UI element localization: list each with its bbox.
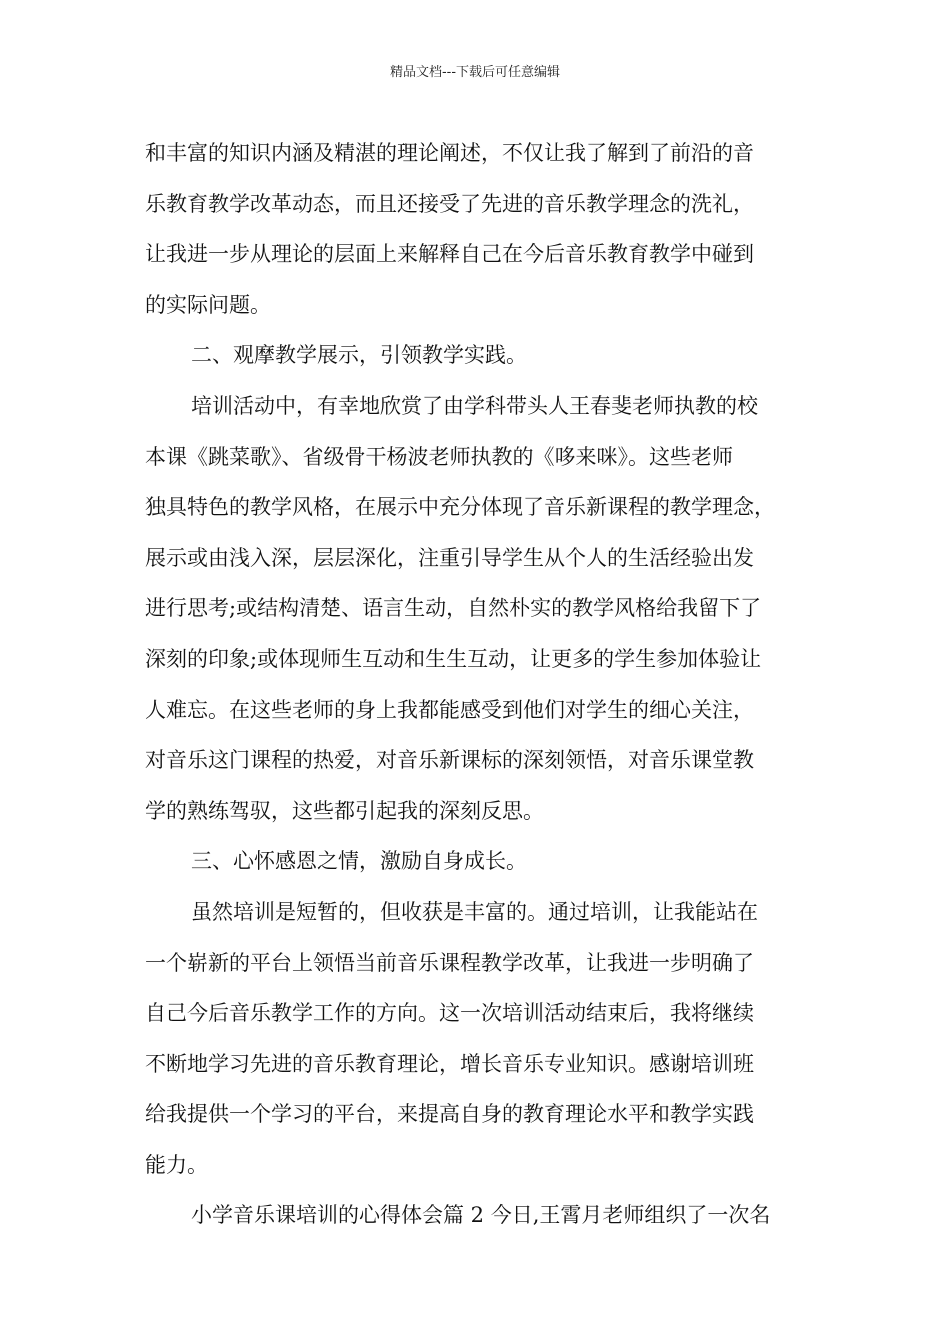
- text-line: 本课《跳菜歌》、省级骨干杨波老师执教的《哆来咪》。这些老师: [145, 444, 733, 469]
- text-line: 二、观摩教学展示，引领教学实践。: [191, 343, 527, 368]
- text-line: 人难忘。在这些老师的身上我都能感受到他们对学生的细心关注，: [145, 697, 754, 722]
- text-line: 进行思考;或结构清楚、语言生动，自然朴实的教学风格给我留下了: [145, 596, 762, 621]
- text-line: 让我进一步从理论的层面上来解释自己在今后音乐教育教学中碰到: [145, 242, 754, 267]
- text-line: 三、心怀感恩之情，激励自身成长。: [191, 849, 527, 874]
- text-line: 培训活动中，有幸地欣赏了由学科带头人王春斐老师执教的校: [191, 393, 758, 418]
- text-line: 对音乐这门课程的热爱，对音乐新课标的深刻领悟，对音乐课堂教: [145, 748, 754, 773]
- text-line: 和丰富的知识内涵及精湛的理论阐述，不仅让我了解到了前沿的音: [145, 141, 754, 165]
- text-line: 能力。: [145, 1152, 208, 1177]
- text-line: 自己今后音乐教学工作的方向。这一次培训活动结束后，我将继续: [145, 1001, 754, 1026]
- text-line: 深刻的印象;或体现师生互动和生生互动，让更多的学生参加体验让: [145, 646, 762, 671]
- text-line: 一个崭新的平台上领悟当前音乐课程教学改革，让我进一步明确了: [145, 950, 754, 975]
- text-line: 学的熟练驾驭，这些都引起我的深刻反思。: [145, 798, 544, 823]
- text-line: 给我提供一个学习的平台，来提高自身的教育理论水平和教学实践: [145, 1102, 754, 1127]
- page-header: 精品文档---下载后可任意编辑: [389, 65, 561, 80]
- text-line: 独具特色的教学风格，在展示中充分体现了音乐新课程的教学理念，: [145, 495, 775, 520]
- text-line: 的实际问题。: [145, 292, 271, 317]
- text-line: 乐教育教学改革动态，而且还接受了先进的音乐教学理念的洗礼，: [145, 191, 754, 216]
- document-body: [145, 128, 825, 1241]
- text-line: 虽然培训是短暂的，但收获是丰富的。通过培训，让我能站在: [191, 899, 758, 924]
- text-line: 不断地学习先进的音乐教育理论，增长音乐专业知识。感谢培训班: [145, 1051, 754, 1076]
- text-line: 展示或由浅入深，层层深化，注重引导学生从个人的生活经验出发: [145, 545, 754, 570]
- text-line: 小学音乐课培训的心得体会篇 2 今日,王霄月老师组织了一次名: [191, 1203, 771, 1228]
